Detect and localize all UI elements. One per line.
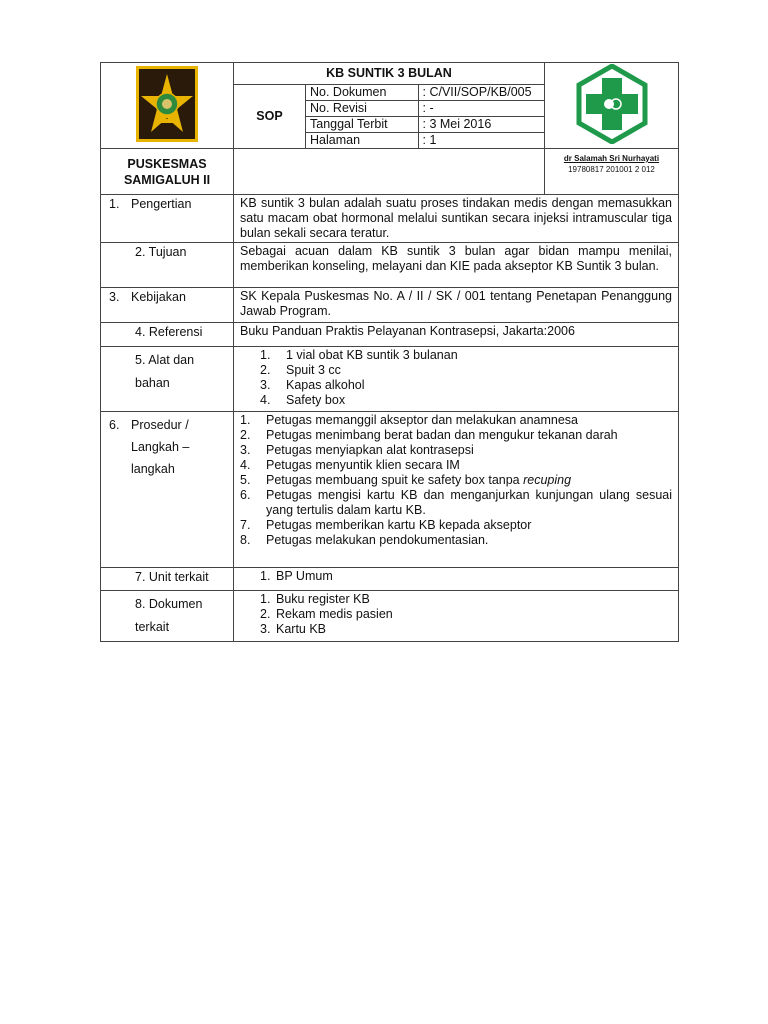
field-value: : 1 xyxy=(422,133,437,147)
document-title: KB SUNTIK 3 BULAN xyxy=(234,63,545,85)
dokumen-list xyxy=(234,591,679,642)
signatory-name: dr Salamah Sri Nurhayati xyxy=(563,154,660,163)
field-value: : 3 Mei 2016 xyxy=(418,117,544,133)
district-emblem-icon xyxy=(136,66,198,142)
list-item: 7. Petugas memberikan kartu KB kepada akseptor xyxy=(240,518,532,532)
blank-cell xyxy=(234,149,545,195)
list-item: 2. Rekam medis pasien xyxy=(260,607,393,621)
section-label: 4. Referensi xyxy=(101,323,234,347)
field-value: : - xyxy=(418,101,544,117)
section-label: 3. Kebijakan xyxy=(101,288,234,323)
section-label: 5. Alat dan bahan xyxy=(101,347,234,412)
section-label: 8. Dokumen terkait xyxy=(101,591,234,642)
list-item: 2. Petugas menimbang berat badan dan mengukur tekanan darah xyxy=(240,428,618,442)
section-label: 2. Tujuan xyxy=(101,243,234,288)
list-item: 1. Petugas memanggil akseptor dan melakukan anamnesa xyxy=(240,413,578,427)
sop-document xyxy=(100,62,678,642)
field-value: : C/VII/SOP/KB/005 xyxy=(418,85,544,101)
document-fields xyxy=(306,85,545,149)
puskesmas-cross-icon xyxy=(572,64,652,144)
section-text-kebijakan: SK Kepala Puskesmas No. A / II / SK / 001 tentang Penetapan Penanggung Jawab Program. xyxy=(234,288,679,323)
organization-name: PUSKESMAS SAMIGALUH II xyxy=(101,149,234,195)
unit-list xyxy=(234,568,679,591)
list-item: 4. Petugas menyuntik klien secara IM xyxy=(240,458,460,472)
list-item: 1. BP Umum xyxy=(260,569,333,583)
sop-label: SOP xyxy=(234,85,306,149)
list-item: 3. Kapas alkohol xyxy=(260,378,365,392)
section-text-referensi: Buku Panduan Praktis Pelayanan Kontrasepsi, Jakarta:2006 xyxy=(234,323,679,347)
field-label: No. Revisi xyxy=(306,101,418,117)
list-item: 4. Safety box xyxy=(260,393,346,407)
section-text-pengertian: KB suntik 3 bulan adalah suatu proses tindakan medis dengan memasukkan satu macam obat hormonal melalui suntikan secara injeksi intramuscular tiga bulan sekali secara teratur. xyxy=(234,195,679,243)
prosedur-list xyxy=(234,412,679,568)
alat-list xyxy=(234,347,679,412)
list-item: 3. Kartu KB xyxy=(260,622,327,636)
section-text-tujuan: Sebagai acuan dalam KB suntik 3 bulan agar bidan mampu menilai, memberikan konseling, melayani dan KIE pada akseptor KB Suntik 3 bulan. xyxy=(234,243,679,288)
list-item: 5. Petugas membuang spuit ke safety box tanpa recuping xyxy=(240,473,572,487)
sop-table xyxy=(100,62,679,642)
section-label: 7. Unit terkait xyxy=(101,568,234,591)
district-emblem-cell xyxy=(101,63,234,149)
list-item: 6. Petugas mengisi kartu KB dan menganjurkan kunjungan ulang sesuai yang tertulis dalam kartu KB. xyxy=(240,488,672,517)
list-item: 1. Buku register KB xyxy=(260,592,370,606)
puskesmas-logo-cell xyxy=(545,63,679,149)
signatory-id: 19780817 201001 2 012 xyxy=(568,165,655,174)
list-item: 8. Petugas melakukan pendokumentasian. xyxy=(240,533,489,547)
signature-block xyxy=(545,149,679,195)
field-label: Tanggal Terbit xyxy=(306,117,418,133)
list-item: 2. Spuit 3 cc xyxy=(260,363,341,377)
list-item: 3. Petugas menyiapkan alat kontrasepsi xyxy=(240,443,474,457)
section-label: 6. Prosedur / Langkah – langkah xyxy=(101,412,234,568)
list-item: 1. 1 vial obat KB suntik 3 bulanan xyxy=(260,348,458,362)
section-label: 1. Pengertian xyxy=(101,195,234,243)
field-label: No. Dokumen xyxy=(306,85,418,101)
field-label: Halaman xyxy=(306,133,418,149)
